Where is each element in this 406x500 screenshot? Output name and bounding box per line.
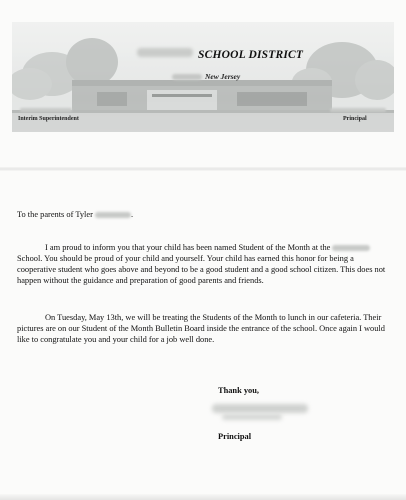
greeting-line <box>17 209 392 220</box>
redacted-principal-name <box>330 108 386 112</box>
superintendent-title: Interim Superintendent <box>18 116 79 122</box>
bottom-fold-line <box>0 494 406 500</box>
paragraph-announcement <box>17 242 392 286</box>
redacted-town <box>172 74 202 80</box>
paper-fold-line <box>0 167 406 171</box>
redacted-surname <box>95 210 134 219</box>
principal-title: Principal <box>343 116 367 122</box>
paragraph-1-part-a: I am proud to inform you that your child has been named Student of the Month at the <box>45 243 331 252</box>
redacted-school-name <box>332 245 370 251</box>
redacted-district-name <box>137 48 193 57</box>
signature-title: Principal <box>218 432 252 441</box>
redacted-signature <box>212 404 308 413</box>
paragraph-2-text: On Tuesday, May 13th, we will be treating the Students of the Month to lunch in our cafeteria. Their pictures are on our Student of the Month Bulletin Board inside the entrance of the school. Once again I would like to congratulate you and your child for a job well done. <box>17 313 385 344</box>
paragraph-lunch <box>17 312 392 345</box>
greeting-text: To the parents of Tyler <box>17 210 93 219</box>
letterhead-banner <box>12 22 394 132</box>
greeting-period: . <box>130 210 134 219</box>
district-heading: SCHOOL DISTRICT <box>198 49 304 61</box>
paragraph-1-part-b: School. You should be proud of your child and yourself. Your child has earned this honor for being a cooperative student who goes above and beyond to be a good student and a good school citizen. This does not happen without the guidance and preparation of good parents and friends. <box>17 254 386 285</box>
redacted-superintendent-name <box>20 108 72 112</box>
redacted-signature-name <box>222 414 282 420</box>
closing-line: Thank you, <box>218 386 259 395</box>
state-label: New Jersey <box>205 72 241 81</box>
